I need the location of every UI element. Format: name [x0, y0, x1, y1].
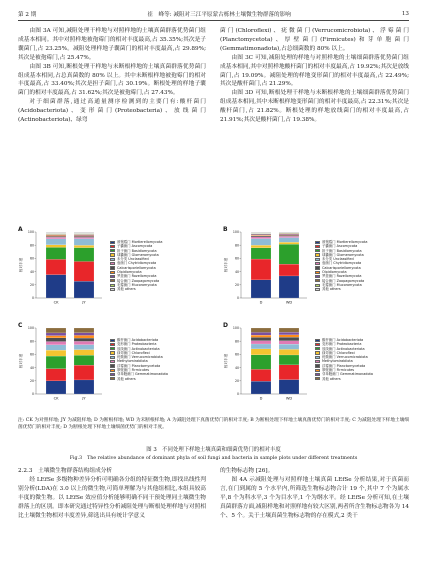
- bar-segment: [74, 338, 94, 341]
- panel-letter: C: [18, 322, 23, 329]
- legend-label: 浮霉菌门 Planctomycetota: [117, 363, 161, 368]
- x-tick-label: JY: [82, 300, 86, 305]
- bar-segment: [279, 233, 299, 234]
- legend-swatch: [315, 356, 320, 359]
- bar-segment: [279, 244, 299, 264]
- issue-number: 第 2 期: [18, 12, 37, 18]
- bar-segment: [251, 369, 271, 381]
- running-header: [18, 9, 409, 19]
- y-tick-label: 40: [29, 365, 34, 370]
- figure-panel-c: [18, 322, 194, 406]
- legend-swatch: [110, 253, 115, 256]
- legend-label: 接合菌门 Zoopagomycota: [322, 278, 365, 283]
- bar-segment: [74, 235, 94, 236]
- legend-swatch: [110, 266, 115, 269]
- legend-label: Olpidiomycota: [322, 270, 347, 275]
- legend-label: 子囊菌门 Ascomycota: [117, 244, 153, 249]
- chart-legend: [110, 240, 162, 292]
- legend-label: 放线菌门 Actinobacteriota: [322, 346, 365, 351]
- bar-segment: [46, 245, 66, 248]
- y-tick-label: 80: [234, 339, 239, 344]
- bar-segment: [279, 341, 299, 344]
- bar-segment: [279, 234, 299, 235]
- bar-segment: [279, 238, 299, 243]
- paragraph: 由图 3C 可知,减阻处理的样地与对照样地的土壤细菌群落优势菌门组成基本相同,其中对照样地酸杆菌门的相对丰度最高,占 19.92%;其次是放线菌门,占 19.09%。减阻处理的样地变形菌门的相对丰度最高,占 22.49%;其次是酸杆菌门,占 21.29%。: [220, 54, 409, 88]
- bar-segment: [251, 245, 271, 248]
- bar-segment: [46, 232, 66, 234]
- legend-label: 壶菌门 Chytridiomycota: [117, 261, 157, 266]
- bar-segment: [251, 349, 271, 355]
- legend-swatch: [110, 339, 115, 342]
- y-tick-label: 40: [234, 365, 239, 370]
- bar-segment: [74, 333, 94, 336]
- y-tick-label: 60: [234, 256, 239, 261]
- legend-label: 疣微菌门 Verrucomicrobiota: [117, 355, 163, 360]
- x-tick-label: JY: [82, 396, 86, 401]
- legend-label: 酸杆菌门 Acidobacteriota: [322, 338, 364, 342]
- legend-label: 球囊菌门 Glomeromycota: [117, 252, 159, 257]
- legend-swatch: [315, 284, 320, 287]
- bar-segment: [46, 236, 66, 237]
- paragraph: 菌门(Chloroflexi)、疣微菌门(Verrucomicrobiota)、浮霉菌门(Planctomycetota)、厚壁菌门(Firmicutes)和芽单胞菌门(Gemmatimonadota),占总细菌数的 80% 以上。: [220, 28, 409, 52]
- figure-panel-a: [18, 226, 194, 310]
- legend-swatch: [110, 356, 115, 359]
- y-tick-label: 40: [29, 269, 34, 274]
- x-tick-label: D: [259, 300, 263, 305]
- legend-swatch: [110, 249, 115, 252]
- paragraph: 图 4A 示减阻处理与对照样地土壤真菌 LEfSe 分析结果,对于真菌而言,在门到属的 5 个水平内,所筛选生物标志物合计 19 个,其中 7 个为属水平,8 个为科水平,3 个为目水平,1 个为纲水平。经 LEfSe 分析可知,在土壤真菌群落方面,减阻样地和对照样地有较大区别,两者所含生物标志物各为 14 个、5 个。关于土壤真菌生物标志物的存在模式,2 类干: [220, 476, 409, 519]
- bar-segment: [46, 239, 66, 245]
- bar-segment: [251, 335, 271, 337]
- legend-swatch: [315, 351, 320, 354]
- bar-segment: [46, 345, 66, 350]
- bar-segment: [74, 239, 94, 246]
- stacked-bar-chart: [223, 226, 313, 310]
- bar-segment: [251, 344, 271, 349]
- legend-swatch: [315, 258, 320, 261]
- panel-letter: D: [223, 322, 228, 329]
- chart-legend: [315, 338, 373, 381]
- y-tick-label: 80: [29, 243, 34, 248]
- bar-segment: [279, 242, 299, 244]
- legend-swatch: [110, 241, 115, 244]
- bar-segment: [251, 328, 271, 332]
- bar-segment: [74, 355, 94, 365]
- y-tick-label: 40: [234, 269, 239, 274]
- bar-segment: [46, 333, 66, 336]
- bar-segment: [279, 332, 299, 335]
- legend-swatch: [110, 360, 115, 363]
- bar-segment: [46, 235, 66, 236]
- legend-label: 放线菌门 Actinobacteriota: [117, 346, 160, 351]
- bar-segment: [279, 264, 299, 276]
- y-tick-label: 0: [31, 296, 34, 301]
- y-tick-label: 80: [29, 339, 34, 344]
- legend-label: 被孢霉门 Mortierellomycota: [117, 240, 163, 244]
- bar-segment: [251, 239, 271, 246]
- bar-segment: [74, 328, 94, 333]
- bar-segment: [251, 280, 271, 298]
- y-axis-label: 相对丰度: [19, 353, 23, 369]
- legend-swatch: [110, 245, 115, 248]
- paragraph: 对于细菌群落,通过高通量测序检测到的主要门有:酸杆菌门(Acidobacteriota)、变形菌门(Proteobacteria)、放线菌门(Actinobacteriota)、绿弯: [18, 99, 206, 124]
- y-tick-label: 20: [29, 379, 34, 383]
- bar-segment: [279, 335, 299, 337]
- y-tick-label: 100: [232, 326, 239, 331]
- right-column-bottom: [220, 467, 409, 520]
- y-tick-label: 60: [29, 352, 34, 357]
- legend-label: 未分类 Unclassified: [322, 257, 354, 262]
- y-tick-label: 20: [234, 379, 239, 383]
- legend-swatch: [110, 373, 115, 376]
- bar-segment: [251, 341, 271, 344]
- legend-label: 其他 others: [322, 287, 341, 292]
- bar-segment: [251, 235, 271, 236]
- legend-swatch: [110, 343, 115, 346]
- bar-segment: [279, 232, 299, 233]
- bar-segment: [46, 234, 66, 235]
- legend-label: Calcarisporiellomycota: [322, 265, 361, 270]
- bar-segment: [279, 337, 299, 341]
- bar-segment: [46, 259, 66, 274]
- bar-segment: [74, 234, 94, 235]
- legend-label: 其他 others: [117, 376, 136, 381]
- legend-swatch: [110, 271, 115, 274]
- bar-segment: [46, 237, 66, 239]
- bar-segment: [279, 349, 299, 355]
- legend-swatch: [110, 377, 115, 380]
- bar-segment: [46, 336, 66, 338]
- legend-label: 芽单胞菌门 Gemmatimonadota: [322, 372, 373, 377]
- bar-segment: [74, 335, 94, 338]
- figure-notes: 注: CK 为对照样地; JY 为减阻样地; D 为断根样地; WD 为未断根样地; A 为减阻处理下真菌优势门的相对丰度; B 为断根处理下样地土壤真菌优势门的相对丰度; C 为减阻处理下样地土壤细菌优势门的相对丰度; D 为断根处理下样地土壤细菌优势门的相对丰度。: [18, 418, 409, 430]
- left-column-bottom: [18, 467, 206, 520]
- legend-swatch: [315, 245, 320, 248]
- y-tick-label: 100: [27, 326, 34, 331]
- legend-label: Calcarisporiellomycota: [117, 265, 156, 270]
- bar-segment: [251, 259, 271, 280]
- y-axis-label: 相对丰度: [224, 353, 228, 369]
- legend-swatch: [315, 266, 320, 269]
- bar-segment: [279, 328, 299, 332]
- y-axis-label: 相对丰度: [224, 257, 228, 273]
- bar-segment: [251, 237, 271, 239]
- figure-caption-en: Fig.3 The relative abundance of dominant phyla of soil fungi and bacteria in sample plots under different treatments: [69, 456, 358, 461]
- x-tick-label: D: [259, 396, 263, 401]
- figure-panel-d: [223, 322, 399, 406]
- legend-swatch: [315, 364, 320, 367]
- bar-segment: [251, 236, 271, 237]
- y-tick-label: 80: [234, 243, 239, 248]
- y-axis-label: 相对丰度: [19, 257, 23, 273]
- bar-segment: [74, 232, 94, 234]
- legend-label: 酸杆菌门 Acidobacteriota: [117, 338, 159, 342]
- legend-swatch: [110, 284, 115, 287]
- bar-segment: [251, 232, 271, 234]
- legend-label: Methylomirabilota: [117, 359, 148, 364]
- page-number: 13: [401, 11, 409, 17]
- legend-label: 接合菌门 Zoopagomycota: [117, 278, 160, 283]
- bar-segment: [74, 365, 94, 380]
- bar-segment: [251, 355, 271, 369]
- bar-segment: [251, 248, 271, 259]
- figure-caption-cn: 图 3 不同处理下样地土壤真菌和细菌优势门的相对丰度: [146, 447, 281, 453]
- x-tick-label: CK: [53, 300, 59, 305]
- bar-segment: [251, 332, 271, 335]
- x-tick-label: CK: [53, 396, 59, 401]
- legend-swatch: [315, 288, 320, 291]
- y-tick-label: 100: [27, 230, 34, 235]
- chart-legend: [110, 338, 168, 381]
- legend-swatch: [110, 258, 115, 261]
- legend-label: 绿弯菌门 Chloroflexi: [117, 350, 150, 355]
- bar-segment: [74, 281, 94, 298]
- bar-segment: [46, 235, 66, 236]
- bar-segment: [279, 365, 299, 380]
- y-tick-label: 20: [29, 283, 34, 287]
- bar-segment: [74, 261, 94, 281]
- legend-label: 未分类 Unclassified: [117, 257, 149, 262]
- section-heading: 2.2.3 土壤微生物群落结构组成分析: [18, 468, 113, 474]
- chart-legend: [315, 240, 367, 292]
- legend-swatch: [315, 275, 320, 278]
- bar-segment: [46, 350, 66, 356]
- header-rule: [18, 20, 409, 21]
- bar-segment: [74, 237, 94, 238]
- legend-label: 疣微菌门 Verrucomicrobiota: [322, 355, 368, 360]
- y-tick-label: 0: [31, 392, 34, 397]
- bar-segment: [251, 234, 271, 235]
- bar-segment: [46, 342, 66, 345]
- left-column-top: [18, 27, 206, 125]
- bar-segment: [74, 341, 94, 344]
- legend-label: 厚壁菌门 Firmicutes: [322, 368, 355, 373]
- bar-segment: [46, 338, 66, 342]
- bar-segment: [46, 356, 66, 369]
- legend-label: 绿弯菌门 Chloroflexi: [322, 350, 355, 355]
- bar-segment: [46, 369, 66, 381]
- figure-3: [18, 226, 409, 416]
- y-tick-label: 20: [234, 283, 239, 287]
- bar-segment: [46, 328, 66, 333]
- legend-swatch: [110, 275, 115, 278]
- legend-swatch: [110, 288, 115, 291]
- bar-segment: [279, 235, 299, 236]
- legend-label: 其他 others: [322, 376, 341, 381]
- right-column-top: [220, 27, 409, 125]
- legend-swatch: [315, 271, 320, 274]
- legend-swatch: [315, 241, 320, 244]
- legend-label: 被孢霉门 Mortierellomycota: [322, 240, 368, 244]
- bar-segment: [74, 245, 94, 247]
- bar-segment: [74, 380, 94, 394]
- y-tick-label: 100: [232, 230, 239, 235]
- legend-swatch: [315, 249, 320, 252]
- legend-label: 罗兹菌门 Rozellomycota: [117, 274, 157, 279]
- legend-label: 担子菌门 Basidiomycota: [322, 248, 362, 253]
- legend-label: 罗兹菌门 Rozellomycota: [322, 274, 362, 279]
- bar-segment: [279, 344, 299, 349]
- legend-swatch: [315, 347, 320, 350]
- legend-swatch: [110, 347, 115, 350]
- y-tick-label: 0: [236, 392, 239, 397]
- legend-swatch: [315, 262, 320, 265]
- bar-segment: [74, 248, 94, 262]
- legend-swatch: [110, 369, 115, 372]
- legend-label: 厚壁菌门 Firmicutes: [117, 368, 150, 373]
- bar-segment: [74, 236, 94, 237]
- paragraph: 经 LEfSe 多级物种差异分析可明确各分组的特征微生物,即找出线性判别分析(LDA)在 3.0 以上的微生物,可简单理解为与其他组相比,本组具较高丰度的微生物。以 LEfSe 效应值分析能够明确不同干预处理同土壤微生物群落上的区别。即本研究通过特异性分析减阻处理与断根处理样地与对照相比土壤微生物相对丰度差异,筛选出具有统计学意义: [18, 476, 206, 519]
- bar-segment: [279, 235, 299, 236]
- y-tick-label: 60: [29, 256, 34, 261]
- panel-letter: A: [18, 226, 23, 233]
- stacked-bar-chart: [223, 322, 313, 406]
- legend-label: 担子菌门 Basidiomycota: [117, 248, 157, 253]
- legend-label: 毛霉菌门 Mucoromycota: [117, 282, 157, 287]
- stacked-bar-chart: [18, 226, 108, 310]
- paragraph: 由图 3B 可知,断根处理干样地与未断根样地的土壤真菌群落优势菌门组成基本相同,占总真菌数的 80% 以上。其中未断根样地被孢霉门的相对丰度最高,占 33.40%;其次是担子菌门,占 30.19%。断根处理的样地子囊菌门的相对丰度最高,占 31.62%;其次是被孢霉门,占 27.43%。: [18, 63, 206, 97]
- bar-segment: [279, 276, 299, 298]
- legend-label: Olpidiomycota: [117, 270, 142, 275]
- bar-segment: [279, 355, 299, 365]
- legend-swatch: [315, 360, 320, 363]
- bar-segment: [251, 381, 271, 394]
- legend-swatch: [315, 373, 320, 376]
- bar-segment: [251, 234, 271, 235]
- panel-letter: B: [223, 226, 228, 233]
- legend-label: 毛霉菌门 Mucoromycota: [322, 282, 362, 287]
- legend-swatch: [110, 364, 115, 367]
- x-tick-label: WD: [285, 300, 293, 305]
- legend-swatch: [315, 339, 320, 342]
- legend-label: 壶菌门 Chytridiomycota: [322, 261, 362, 266]
- figure-panel-b: [223, 226, 399, 310]
- legend-label: 变形菌门 Proteobacteria: [117, 342, 157, 347]
- legend-swatch: [315, 343, 320, 346]
- legend-label: Methylomirabilota: [322, 359, 353, 364]
- paragraph: 由图 3D 可知,断根处理干样地与未断根样地的土壤细菌群落优势菌门组成基本相同,其中未断根样地变形菌门的相对丰度最高,占 22.31%;其次是酸杆菌门,占 21.82%。断根处理的样地放线菌门的相对丰度最高,占 21.91%;其次是酸杆菌门,占 19.38%。: [220, 90, 409, 124]
- legend-label: 变形菌门 Proteobacteria: [322, 342, 362, 347]
- legend-swatch: [110, 279, 115, 282]
- bar-segment: [74, 236, 94, 237]
- legend-item: [110, 287, 162, 291]
- bar-segment: [279, 380, 299, 394]
- legend-swatch: [315, 369, 320, 372]
- bar-segment: [279, 236, 299, 237]
- legend-swatch: [110, 351, 115, 354]
- legend-swatch: [315, 279, 320, 282]
- running-title: 崔 峰等: 减阻对三江平原蒙古栎林土壤微生物群落的影响: [147, 12, 291, 18]
- stacked-bar-chart: [18, 322, 108, 406]
- legend-item: [110, 377, 168, 381]
- bar-segment: [74, 350, 94, 356]
- legend-label: 芽单胞菌门 Gemmatimonadota: [117, 372, 168, 377]
- paragraph: 的生物标志物 [26]。: [220, 468, 274, 474]
- y-tick-label: 60: [234, 352, 239, 357]
- bar-segment: [46, 247, 66, 259]
- legend-label: 球囊菌门 Glomeromycota: [322, 252, 364, 257]
- legend-label: 子囊菌门 Ascomycota: [322, 244, 358, 249]
- legend-item: [315, 377, 373, 381]
- bar-segment: [74, 345, 94, 350]
- legend-label: 其他 others: [117, 287, 136, 292]
- legend-swatch: [315, 253, 320, 256]
- y-tick-label: 0: [236, 296, 239, 301]
- x-tick-label: WD: [285, 396, 293, 401]
- paragraph: 由图 3A 可知,减阻处理干样地与对照样地的土壤真菌群落优势菌门组成基本相同。其中对照样地被孢霉门的相对丰度最高,占 35.35%;其次是子囊菌门,占 23.25%。减阻处理样地子囊菌门的相对丰度最高,占 29.89%;其次是被孢霉门,占 25.47%。: [18, 28, 206, 61]
- legend-item: [315, 287, 367, 291]
- bar-segment: [46, 275, 66, 298]
- bar-segment: [251, 337, 271, 340]
- legend-swatch: [315, 377, 320, 380]
- bar-segment: [46, 381, 66, 394]
- legend-swatch: [110, 262, 115, 265]
- legend-label: 浮霉菌门 Planctomycetota: [322, 363, 366, 368]
